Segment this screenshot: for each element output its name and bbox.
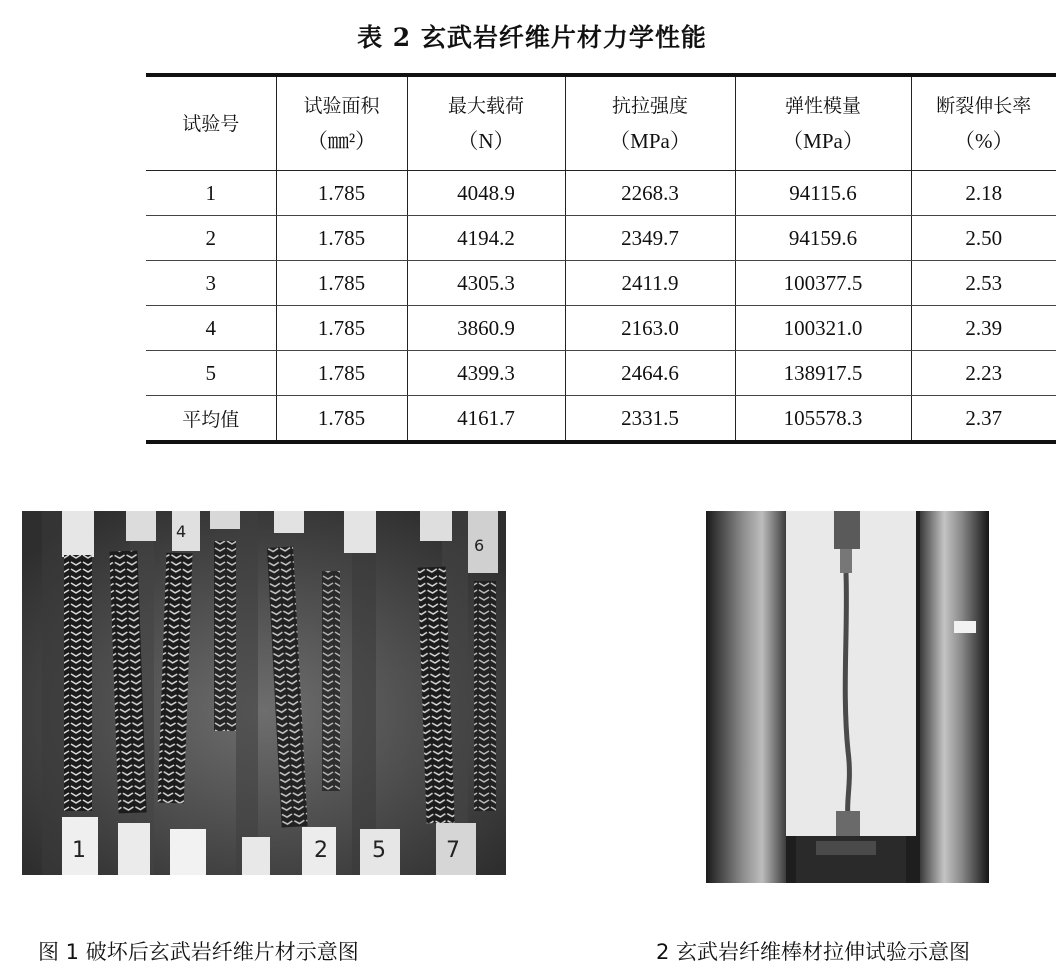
cell-tensile-strength: 2331.5: [565, 396, 735, 441]
cell-area: 1.785: [276, 216, 407, 261]
cell-tensile-strength: 2163.0: [565, 306, 735, 351]
cell-tensile-strength: 2411.9: [565, 261, 735, 306]
svg-text:1: 1: [72, 838, 86, 863]
cell-elongation: 2.39: [911, 306, 1056, 351]
cell-area: 1.785: [276, 396, 407, 441]
cell-area: 1.785: [276, 351, 407, 396]
cell-elastic-modulus: 94159.6: [735, 216, 911, 261]
header-area: 试验面积 （㎜²）: [276, 77, 407, 171]
photo-fiber-rod-tensile-test: [706, 511, 989, 883]
cell-max-load: 4048.9: [407, 171, 565, 216]
figure2-caption: 2 玄武岩纤维棒材拉伸试验示意图: [656, 940, 971, 964]
cell-test-no: 2: [146, 216, 276, 261]
svg-text:4: 4: [176, 522, 187, 541]
svg-text:6: 6: [474, 536, 485, 555]
cell-elongation: 2.37: [911, 396, 1056, 441]
cell-elongation: 2.18: [911, 171, 1056, 216]
figure1-caption: 图 1 破坏后玄武岩纤维片材示意图: [38, 940, 359, 964]
cell-elastic-modulus: 105578.3: [735, 396, 911, 441]
cell-tensile-strength: 2268.3: [565, 171, 735, 216]
cell-test-no: 5: [146, 351, 276, 396]
cell-elongation: 2.23: [911, 351, 1056, 396]
cell-test-no: 4: [146, 306, 276, 351]
cell-test-no: 3: [146, 261, 276, 306]
table-row: [146, 171, 1056, 216]
cell-elastic-modulus: 100377.5: [735, 261, 911, 306]
table-row: [146, 306, 1056, 351]
table-title: 表 2 玄武岩纤维片材力学性能: [357, 23, 707, 52]
svg-text:2: 2: [314, 838, 328, 863]
cell-elongation: 2.53: [911, 261, 1056, 306]
cell-area: 1.785: [276, 306, 407, 351]
table-row: [146, 351, 1056, 396]
cell-tensile-strength: 2464.6: [565, 351, 735, 396]
photo-broken-fiber-sheets: [22, 511, 506, 875]
cell-test-no: 1: [146, 171, 276, 216]
header-elongation: 断裂伸长率 （%）: [911, 77, 1056, 171]
header-test-no: 试验号: [146, 77, 276, 171]
header-tensile-strength: 抗拉强度 （MPa）: [565, 77, 735, 171]
cell-elongation: 2.50: [911, 216, 1056, 261]
cell-test-no: 平均值: [182, 408, 240, 431]
cell-elastic-modulus: 100321.0: [735, 306, 911, 351]
cell-max-load: 4399.3: [407, 351, 565, 396]
header-elastic-modulus: 弹性模量 （MPa）: [735, 77, 911, 171]
table-header-row: [146, 77, 1056, 171]
cell-elastic-modulus: 138917.5: [735, 351, 911, 396]
cell-area: 1.785: [276, 171, 407, 216]
properties-table-wrapper: [146, 73, 1056, 444]
cell-elastic-modulus: 94115.6: [735, 171, 911, 216]
table-row: [146, 216, 1056, 261]
table-body: [146, 171, 1056, 441]
cell-max-load: 4194.2: [407, 216, 565, 261]
cell-max-load: 3860.9: [407, 306, 565, 351]
cell-max-load: 4305.3: [407, 261, 565, 306]
table-row: [146, 396, 1056, 441]
header-max-load: 最大载荷 （N）: [407, 77, 565, 171]
cell-area: 1.785: [276, 261, 407, 306]
cell-max-load: 4161.7: [407, 396, 565, 441]
table-row: [146, 261, 1056, 306]
properties-table: [146, 77, 1056, 440]
svg-text:5: 5: [372, 838, 386, 863]
svg-text:7: 7: [446, 838, 460, 863]
cell-tensile-strength: 2349.7: [565, 216, 735, 261]
